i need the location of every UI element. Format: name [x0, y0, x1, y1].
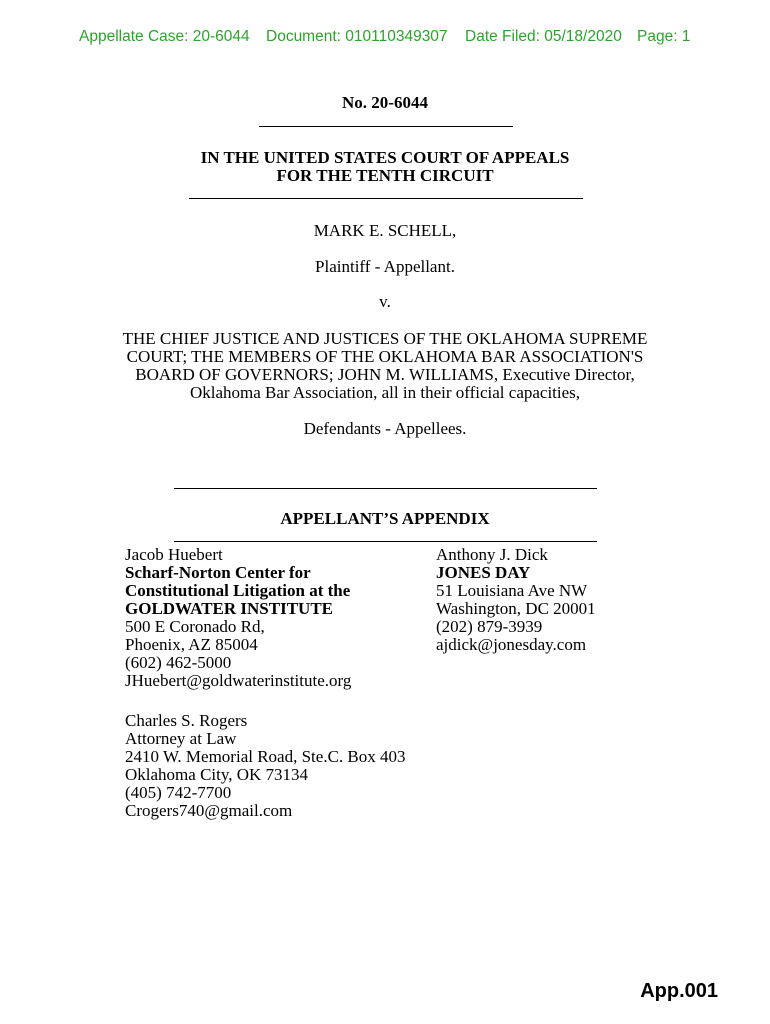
- defendants-role: Defendants - Appellees.: [303, 419, 467, 438]
- counsel-right-block: [436, 546, 596, 654]
- counsel-org-line: Scharf-Norton Center for: [125, 563, 311, 582]
- rule-4: [174, 541, 597, 542]
- rule-2: [189, 198, 583, 199]
- court-line-1: IN THE UNITED STATES COURT OF APPEALS: [200, 148, 570, 167]
- defendants-line-1: THE CHIEF JUSTICE AND JUSTICES OF THE OKLAHOMA SUPREME: [122, 329, 648, 348]
- counsel-address: 2410 W. Memorial Road, Ste.C. Box 403: [125, 747, 406, 766]
- counsel-phone: (602) 462-5000: [125, 653, 232, 672]
- defendants-line-4: Oklahoma Bar Association, all in their official capacities,: [189, 383, 581, 402]
- counsel-title: Attorney at Law: [125, 729, 237, 748]
- plaintiff-name: MARK E. SCHELL,: [313, 221, 457, 240]
- defendants-line-3: BOARD OF GOVERNORS; JOHN M. WILLIAMS, Executive Director,: [135, 365, 635, 384]
- counsel-name: Anthony J. Dick: [436, 545, 548, 564]
- versus: v.: [379, 292, 391, 311]
- court-line-2: FOR THE TENTH CIRCUIT: [276, 166, 494, 185]
- appendix-page-label: App.001: [640, 980, 718, 1002]
- counsel-left-block: [125, 546, 351, 690]
- counsel-phone: (405) 742-7700: [125, 783, 232, 802]
- rule-1: [259, 126, 513, 127]
- document-title: APPELLANT’S APPENDIX: [280, 509, 490, 528]
- counsel-org-line: GOLDWATER INSTITUTE: [125, 599, 333, 618]
- case-number: No. 20-6044: [342, 93, 428, 112]
- counsel-address: Phoenix, AZ 85004: [125, 635, 258, 654]
- counsel-email: ajdick@jonesday.com: [436, 635, 587, 654]
- stamp-document: Document: 010110349307: [266, 28, 448, 45]
- counsel-name: Charles S. Rogers: [125, 711, 248, 730]
- counsel-address: Oklahoma City, OK 73134: [125, 765, 309, 784]
- counsel-address: 51 Louisiana Ave NW: [436, 581, 588, 600]
- counsel-phone: (202) 879-3939: [436, 617, 543, 636]
- counsel-address: Washington, DC 20001: [436, 599, 596, 618]
- stamp-case: Appellate Case: 20-6044: [79, 28, 250, 45]
- stamp-page: Page: 1: [637, 28, 691, 45]
- counsel-name: Jacob Huebert: [125, 545, 223, 564]
- counsel-address: 500 E Coronado Rd,: [125, 617, 265, 636]
- plaintiff-role: Plaintiff - Appellant.: [315, 257, 455, 276]
- defendants-line-2: COURT; THE MEMBERS OF THE OKLAHOMA BAR ASSOCIATION'S: [126, 347, 644, 366]
- counsel-email: Crogers740@gmail.com: [125, 801, 293, 820]
- counsel-email: JHuebert@goldwaterinstitute.org: [125, 671, 352, 690]
- counsel-org-line: Constitutional Litigation at the: [125, 581, 351, 600]
- counsel-second-left-block: [125, 712, 406, 820]
- rule-3: [174, 488, 597, 489]
- stamp-date-filed: Date Filed: 05/18/2020: [465, 28, 622, 45]
- counsel-firm: JONES DAY: [436, 563, 531, 582]
